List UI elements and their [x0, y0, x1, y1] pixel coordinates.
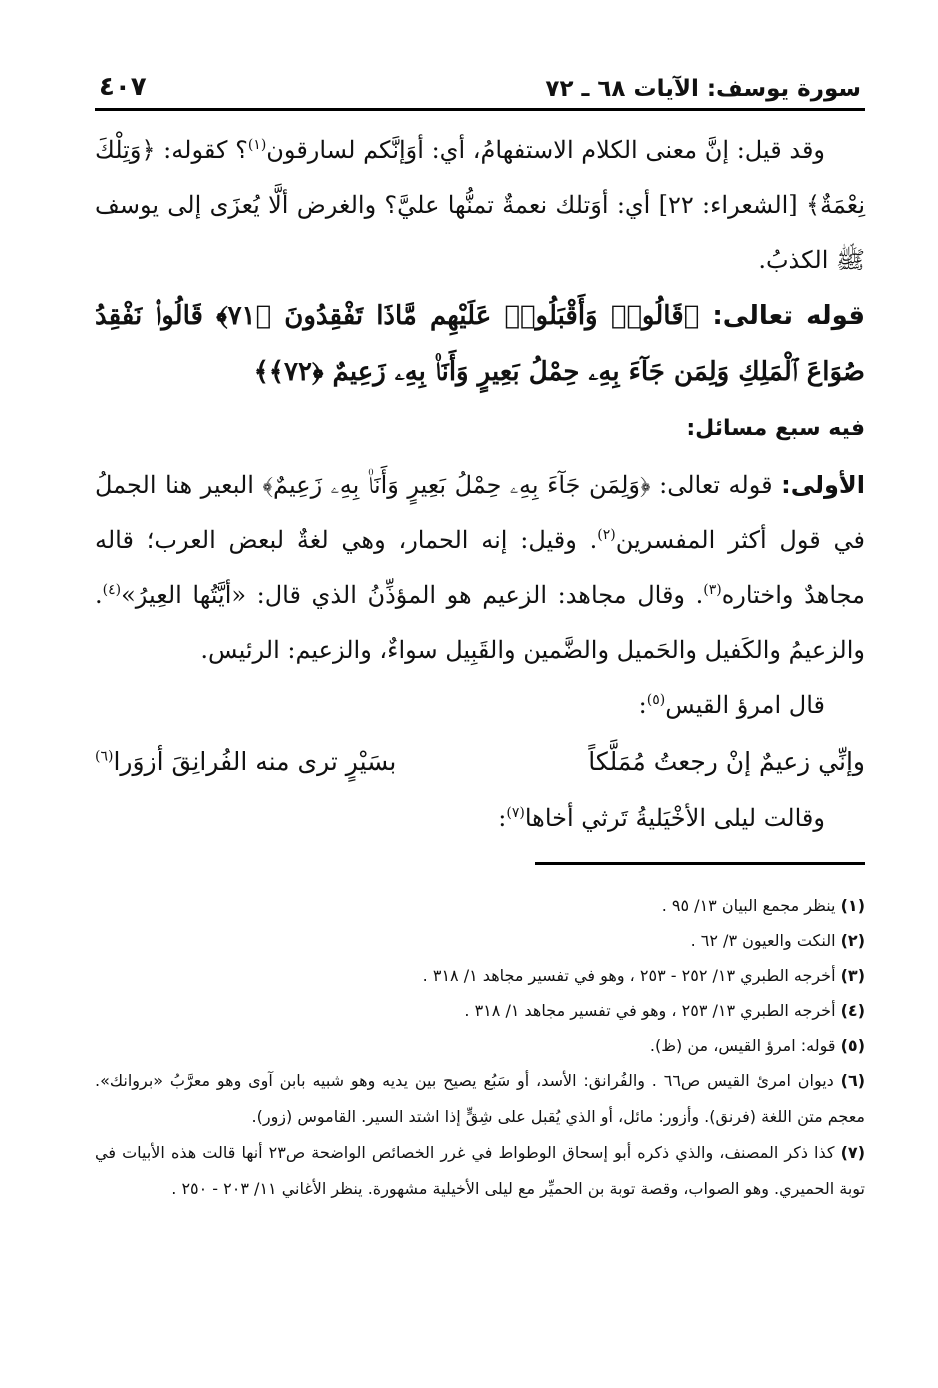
poet-intro-layla [95, 791, 865, 846]
footnote-2 [95, 923, 865, 958]
footnote-number: (١) [840, 896, 865, 915]
footnote-separator [535, 862, 865, 865]
poet-intro-text: وقالت ليلى الأخْيَليةُ تَرثي أخاها [524, 804, 825, 832]
paragraph-text: . وقيل: إنه الحمار، وهي لغةٌ لبعض العرب؛ قاله مجاهدٌ واختاره [95, 526, 865, 609]
paragraph-text: . والزعيمُ والكَفيل والحَميل والضَّمين والقَبِيل سواءٌ، والزعيم: الرئيس. [95, 581, 865, 664]
paragraph-interrogative [95, 123, 865, 288]
footnote-number: (٧) [840, 1143, 865, 1162]
quran-verse: ﴿قَالُوا۟ وَأَقْبَلُوا۟ عَلَيْهِم مَّاذَا تَفْقِدُونَ ﴿٧١﴾ قَالُوا۟ نَفْقِدُ صُوَاعَ ٱلْمَلِكِ وَلِمَن جَآءَ بِهِۦ حِمْلُ بَعِيرٍ وَأَنَا۠ بِهِۦ زَعِيمٌ ﴿٧٢﴾﴾ [95, 301, 865, 387]
footnote-text: قوله: امرؤ القيس، من (ظ). [649, 1036, 836, 1055]
footnote-number: (٥) [840, 1036, 865, 1055]
footnote-ref-5: (٥) [646, 692, 666, 708]
footnote-6 [95, 1063, 865, 1135]
footnotes [95, 888, 865, 1207]
colon: : [638, 691, 647, 719]
footnote-text: أخرجه الطبري ١٣/ ٢٥٣ ، وهو في تفسير مجاهد ١/ ٣١٨ . [464, 1001, 836, 1020]
footnote-number: (٤) [840, 1001, 865, 1020]
footnote-ref-6: (٦) [95, 748, 114, 765]
poem-hemistich-second [95, 733, 396, 791]
footnote-text: ينظر مجمع البيان ١٣/ ٩٥ . [661, 896, 836, 915]
footnote-text: كذا ذكر المصنف، والذي ذكره أبو إسحاق الوطواط في غرر الخصائص الواضحة ص٢٣ أنها قالت هذه الأبيات في توبة الحميري. وهو الصواب، وقصة توبة بن الحميِّر مع ليلى الأخيلية مشهورة. ينظر الأغاني ١١/ ٢٠٣ - ٢٥٠ . [95, 1143, 865, 1198]
paragraph-first-issue [95, 458, 865, 678]
footnote-text: النكت والعيون ٣/ ٦٢ . [690, 931, 836, 950]
footnote-number: (٢) [840, 931, 865, 950]
footnote-ref-4: (٤) [102, 582, 122, 598]
poem-hemistich-text: بسَيْرٍ ترى منه الفُرانِقَ أزوَرا [113, 747, 397, 776]
page-number: ٤٠٧ [99, 72, 147, 102]
paragraph-text: قوله تعالى: ﴿وَلِمَن جَآءَ بِهِۦ حِمْلُ بَعِيرٍ وَأَنَا۠ بِهِۦ زَعِيمٌ﴾ البعير هنا الجملُ في قول أكثر المفسرين [95, 471, 865, 554]
poet-intro [95, 678, 865, 733]
footnote-ref-2: (٢) [597, 527, 616, 543]
footnote-ref-3: (٣) [703, 582, 722, 598]
footnote-separator-wrap [95, 852, 865, 865]
main-text [95, 123, 865, 846]
paragraph-text: . وقال مجاهد: الزعيم هو المؤذِّنُ الذي قال: «أيَّتُها العِيرُ» [121, 581, 704, 609]
paragraph-text: وقد قيل: إنَّ معنى الكلام الاستفهامُ، أي: أوَإنَّكم لسارقون [266, 136, 826, 164]
footnote-3 [95, 958, 865, 993]
footnote-number: (٣) [840, 966, 865, 985]
footnote-7 [95, 1135, 865, 1207]
poem-verse [95, 733, 865, 791]
section-heading: فيه سبع مسائل: [686, 416, 865, 441]
paragraph-text: ؟ كقوله: ﴿وَتِلْكَ نِعْمَةٌ﴾ [الشعراء: ٢٢] أي: أوَتلك نعمةٌ تمنُّها عليَّ؟ والغرض ألَّا يُعزَى إلى يوسف ﷺ الكذبُ. [95, 136, 866, 274]
colon: : [498, 804, 507, 832]
footnote-text: أخرجه الطبري ١٣/ ٢٥٢ - ٢٥٣ ، وهو في تفسير مجاهد ١/ ٣١٨ . [422, 966, 836, 985]
verse-lead: قوله تعالى: [712, 301, 866, 331]
poet-intro-text: قال امرؤ القيس [665, 691, 825, 719]
footnote-ref-1: (١) [247, 137, 267, 153]
footnote-1 [95, 888, 865, 923]
footnote-ref-7: (٧) [506, 805, 525, 821]
footnote-5 [95, 1028, 865, 1063]
book-page [95, 58, 866, 1198]
verse-block [95, 288, 865, 400]
footnote-number: (٦) [840, 1071, 866, 1090]
footnote-4 [95, 993, 865, 1028]
footnote-text: ديوان امرئ القيس ص٦٦ . والفُرانق: الأسد، أو سَبُع يصيح بين يديه وهو شبيه بابن آوى وهو معرَّبُ «بروانك». معجم متن اللغة (فرنق). وأزور: مائل، أو الذي يُقبل على شِقٍّ إذا اشتد السير. القاموس (زور). [95, 1071, 865, 1126]
header-title: سورة يوسف: الآيات ٦٨ ـ ٧٢ [545, 76, 861, 102]
running-header [95, 58, 865, 111]
poem-hemistich-first: وإنِّي زعيمٌ إنْ رجعتُ مُمَلَّكاً [588, 747, 865, 776]
issue-label: الأولى: [781, 471, 865, 499]
